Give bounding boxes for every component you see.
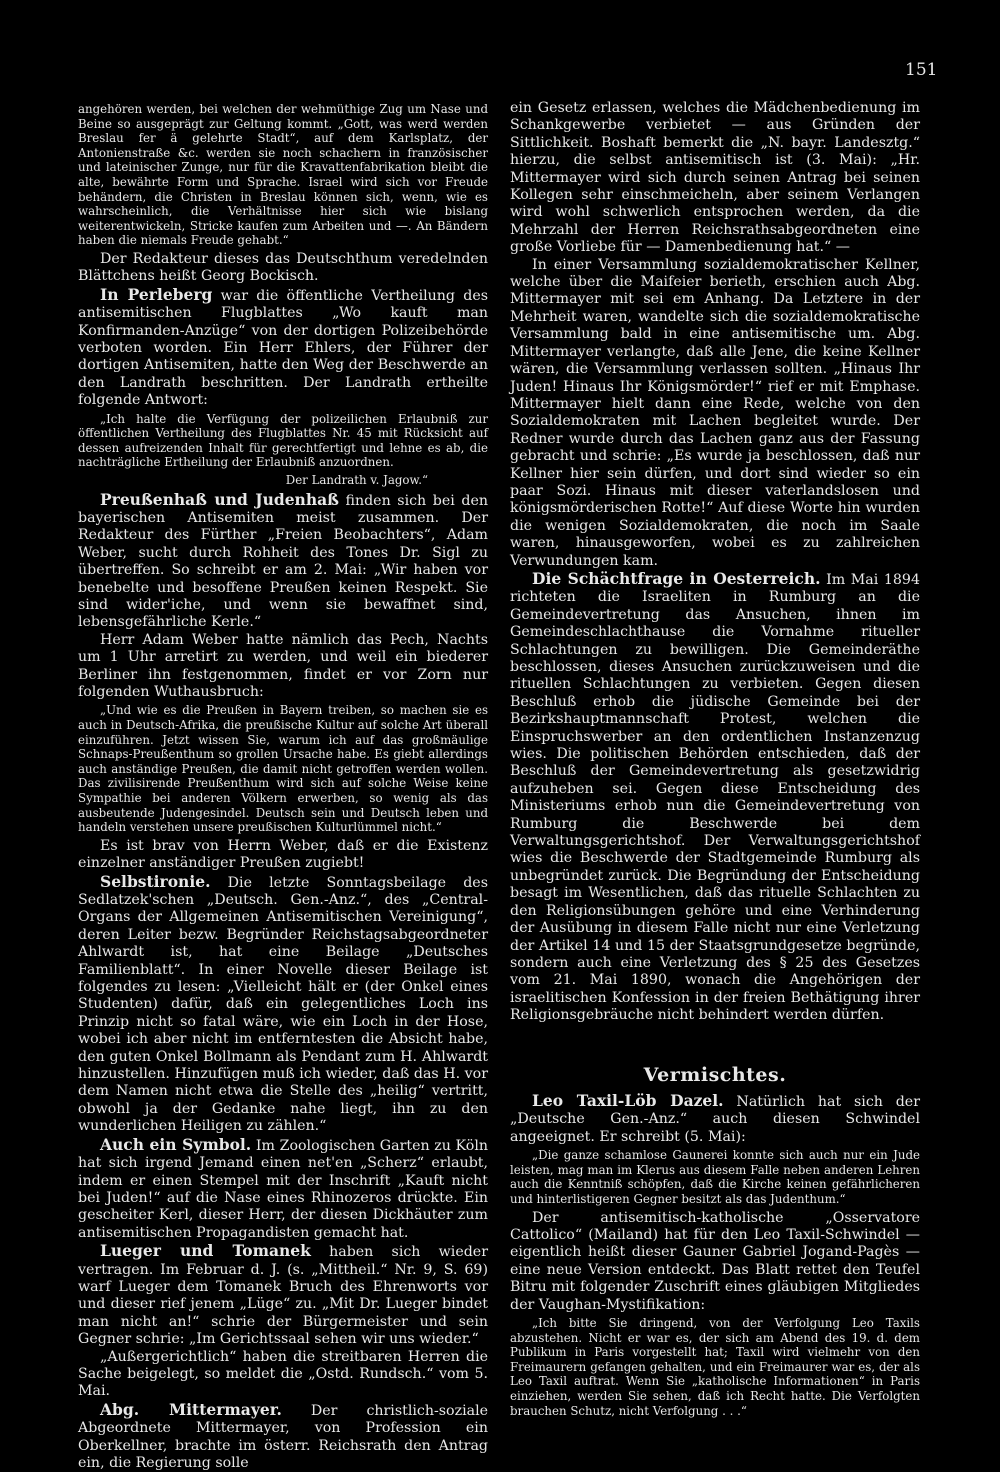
article-heading: Abg. Mittermayer. [100, 1399, 282, 1419]
article-heading: Selbstironie. [100, 871, 211, 891]
article-paragraph: angehören werden, bei welchen der wehmüthige Zug um Nase und Beine so ausgeprägt zur Geltung kommt. „Gott, was werd werden Breslau fer ä gelehrte Stadt“, auf dem Karlsplatz, der Antonienstraße &c. werden sie noch schachern in französischer und lateinischer Zunge, nur für die Kravattenfabrikation bleibt die alte, bewährte Form und Sprache. Israel wird sich vor Freude behändern, die Christen in Breslau können sich, wenn, wie es wahrscheinlich, die Verhältnisse hier sich wie bislang weiterentwickeln, Stricke kaufen zum Arbeiten und —. An Bändern haben die niemals Freude gehabt.“ [78, 102, 488, 248]
article-text: Im Zoologischen Garten zu Köln hat sich irgend Jemand einen net'en „Scherz“ erlaubt, indem er einen Stempel mit der Inschrift „Kauft nicht bei Juden!“ auf die Nase eines Rhinozeros drückte. Ein gescheiter Kerl, dieser Herr, der diesen Dickhäuter zum antisemitischen Propagandisten gemacht hat. [78, 1137, 488, 1241]
block-quote: „Und wie es die Preußen in Bayern treiben, so machen sie es auch in Deutsch-Afrika, die preußische Kultur auf solche Art überall einzuführen. Jetzt wissen Sie, warum ich auf das großmäulige Schnaps-Preußenthum so grollen Ursache habe. Es giebt allerdings auch anständige Preußen, die damit nicht getroffen werden wollen. Das zivilisirende Preußenthum wird sich auf solche Weise keine Sympathie bei anderen Völkern erwerben, so wenig als das ausbeutende Judengesindel. Deutsch sein und Deutsch leben und handeln verstehen unsere preußischen Kulturlümmel nicht.“ [78, 703, 488, 835]
article-text: haben sich wieder vertragen. Im Februar d. J. (s. „Mittheil.“ Nr. 9, S. 69) warf Lueger dem Tomanek Bruch des Ehrenworts vor und dieser rief jenem „Lüge“ zu. „Mit Dr. Lueger bindet man nicht an!“ schrie der Bürgermeister und sein Gegner schrie: „Im Gerichtssaal sehen wir uns wieder.“ [78, 1244, 488, 1348]
left-column [78, 100, 488, 1472]
block-quote: „Die ganze schamlose Gaunerei konnte sich auch nur ein Jude leisten, mag man im Klerus aus diesem Falle neben anderen Lehren auch die Kenntniß schöpfen, daß die Kirche keinen gefährlicheren und hinterlistigeren Gegner besitzt als das Judenthum.“ [510, 1148, 920, 1206]
article-heading: Die Schächtfrage in Oesterreich. [532, 568, 821, 588]
page-number: 151 [905, 60, 938, 80]
section-title: Vermischtes. [643, 1063, 787, 1086]
article-paragraph [78, 1401, 488, 1472]
article-paragraph [78, 1136, 488, 1242]
article-text: war die öffentliche Vertheilung des antisemitischen Flugblattes „Wo kauft man Konfirmanden-Anzüge“ von der dortigen Polizeibehörde verboten worden. Ein Herr Ehlers, der Führer der dortigen Antisemiten, hatte den Weg der Beschwerde an den Landrath beschritten. Der Landrath ertheilte folgende Antwort: [78, 287, 489, 409]
article-paragraph: ein Gesetz erlassen, welches die Mädchenbedienung im Schankgewerbe verbietet — aus Gründen der Sittlichkeit. Boshaft bemerkt die „N. bayr. Landesztg.“ hierzu, die selbst antisemitisch ist (3. Mai): „Hr. Mittermayer wird sich durch seinen Antrag bei seinen Kollegen sehr einschmeicheln, aber seinem Verlangen wird wohl schwerlich entsprochen werden, da die Mehrzahl der Herren Reichsrathsabgeordneten eine große Vorliebe für — Damenbedienung hat.“ — [510, 100, 920, 256]
article-heading: Preußenhaß und Judenhaß [100, 489, 339, 509]
article-paragraph: Herr Adam Weber hatte nämlich das Pech, Nachts um 1 Uhr arretirt zu werden, und weil ein biederer Berliner ihn festgenommen, findet er vor Zorn nur folgenden Wuthausbruch: [78, 631, 488, 701]
article-text: Der christlich-soziale Abgeordnete Mittermayer, von Profession ein Oberkellner, brachte im österr. Reichsrath den Antrag ein, die Regierung solle [78, 1402, 489, 1471]
article-heading: Lueger und Tomanek [100, 1241, 311, 1261]
quote-signature: Der Landrath v. Jagow.“ [285, 472, 428, 487]
article-paragraph [78, 1242, 488, 1348]
article-heading: Auch ein Symbol. [100, 1134, 252, 1154]
article-paragraph [78, 286, 488, 410]
right-column [510, 100, 920, 1421]
article-paragraph: „Außergerichtlich“ haben die streitbaren Herren die Sache beigelegt, so meldet die „Ostd. Rundsch.“ vom 5. Mai. [78, 1348, 488, 1400]
article-text: Natürlich hat sich der „Deutsche Gen.-Anz.“ auch diesen Schwindel angeeignet. Er schreibt (5. Mai): [510, 1093, 920, 1145]
article-paragraph [510, 1092, 920, 1146]
article-heading: In Perleberg [100, 284, 213, 304]
article-paragraph: Es ist brav von Herrn Weber, daß er die Existenz einzelner anständiger Preußen zugiebt! [78, 837, 488, 872]
article-paragraph [78, 873, 488, 1136]
article-paragraph [510, 570, 920, 1025]
article-text: Im Mai 1894 richteten die Israeliten in Rumburg an die Gemeindevertretung das Ansuchen, ihnen im Gemeindeschlachthause die Vornahme ritueller Schlachtungen zu bewilligen. Die Gemeinderäthe beschlossen, dieses Ansuchen zurückzuweisen und die rituellen Schlachtungen zu verbieten. Gegen diesen Beschluß erhob die jüdische Gemeinde bei der Bezirkshauptmannschaft Protest, welchen die Einspruchswerber an den ordentlichen Instanzenzug wies. Die politischen Behörden entschieden, daß der Beschluß der Gemeindevertretung als gesetzwidrig aufzuheben sei. Gegen diese Entscheidung des Ministeriums erhob nun die Gemeindevertretung von Rumburg die Beschwerde bei dem Verwaltungsgerichtshof. Der Verwaltungsgerichtshof wies die Beschwerde der Stadtgemeinde Rumburg als unbegründet zurück. Die Begründung der Entscheidung besagt im Wesentlichen, daß das rituelle Schlachten zu den Religionsübungen gehöre und eine Verhinderung der Ausübung in diesem Falle nicht nur eine Verletzung der Artikel 14 und 15 der Staatsgrundgesetze begründe, sondern auch eine Verletzung des § 25 des Gesetzes vom 21. Mai 1890, wonach die Angehörigen der israelitischen Konfession in der freien Bethätigung ihrer Religionsgebräuche nicht behindert werden dürfen. [510, 571, 920, 1024]
article-paragraph: Der Redakteur dieses das Deutschthum veredelnden Blättchens heißt Georg Bockisch. [78, 250, 488, 285]
article-paragraph: In einer Versammlung sozialdemokratischer Kellner, welche über die Maifeier berieth, erschien auch Abg. Mittermayer mit sei em Anhang. Da Letztere in der Mehrheit waren, wandelte sich die sozialdemokratische Versammlung bald in eine antisemitische um. Abg. Mittermayer verlangte, daß alle Jene, die keine Kellner wären, die Versammlung verlassen sollten. „Hinaus Ihr Juden! Hinaus Ihr Königsmörder!“ rief er mit Emphase. Mittermayer hielt dann eine Rede, welche von den Sozialdemokraten mit Lachen begleitet wurde. Der Redner wurde durch das Lachen ganz aus der Fassung gebracht und schrie: „Es wurde ja beschlossen, daß nur Kellner hier sein dürfen, und dort sind wieder so ein paar Sozi. Hinaus mit dieser vaterlandslosen und königsmörderischen Rotte!“ Auf diese Worte hin wurden die wenigen Sozialdemokraten, die noch im Saale waren, hinausgeworfen, wobei es zu zahlreichen Verwundungen kam. [510, 256, 920, 569]
article-paragraph [78, 491, 488, 632]
block-quote: „Ich bitte Sie dringend, von der Verfolgung Leo Taxils abzustehen. Nicht er war es, der sich am Abend des 19. d. dem Publikum in Paris vorgestellt hat; Taxil wird vielmehr von den Freimaurern gefangen gehalten, und ein Freimaurer war es, der als Leo Taxil auftrat. Wenn Sie „katholische Informationen“ in Paris einziehen, werden Sie sehen, daß ich Recht hatte. Die Verfolgten brauchen Schutz, nicht Verfolgung . . .“ [510, 1315, 920, 1418]
block-quote: „Ich halte die Verfügung der polizeilichen Erlaubniß zur öffentlichen Vertheilung des Flugblattes Nr. 45 mit Rücksicht auf dessen aufreizenden Inhalt für gerechtfertigt und lehne es ab, die nachträgliche Ertheilung der Erlaubniß anzuordnen. [78, 411, 488, 470]
article-paragraph: Der antisemitisch-katholische „Osservatore Cattolico“ (Mailand) hat für den Leo Taxil-Schwindel — eigentlich heißt dieser Gauner Gabriel Jogand-Pagès — eine neue Version entdeckt. Das Blatt rettet den Teufel Bitru mit folgender Zuschrift eines gläubigen Mitgliedes der Vaughan-Mystifikation: [510, 1209, 920, 1313]
article-text: finden sich bei den bayerischen Antisemiten meist zusammen. Der Redakteur des Fürther „Freien Beobachters“, Adam Weber, sucht durch Rohheit des Tones Dr. Sigl zu übertreffen. So schreibt er am 2. Mai: „Wir haben vor benebelte und besoffene Preußen keinen Respekt. Sie sind wider'iche, und wenn sie bewaffnet sind, lebensgefährliche Kerle.“ [78, 492, 488, 631]
article-heading: Leo Taxil-Löb Dazel. [532, 1090, 724, 1110]
article-text: Die letzte Sonntagsbeilage des Sedlatzek'schen „Deutsch. Gen.-Anz.“, des „Central-Organs der Allgemeinen Antisemitischen Vereinigung“, deren Leiter bezw. Begründer Reichstagsabgeordneter Ahlwardt ist, hat eine Beilage „Deutsches Familienblatt“. In einer Novelle dieser Beilage ist folgendes zu lesen: „Vielleicht hält er (der Onkel eines Studenten) dafür, daß ein gelegentliches Loch ins Prinzip nicht so fatal wäre, wie ein Loch in der Hose, wobei ich aber nicht im entferntesten die Absicht habe, den guten Onkel Bollmann als Pendant zum H. Ahlwardt hinzustellen. Hinzufügen muß ich wieder, daß das H. vor dem Namen nicht etwa die Stelle des „heilig“ vertritt, obwohl ja der Gedanke nahe liegt, ihn zu den wunderlichen Heiligen zu zählen.“ [78, 874, 488, 1135]
